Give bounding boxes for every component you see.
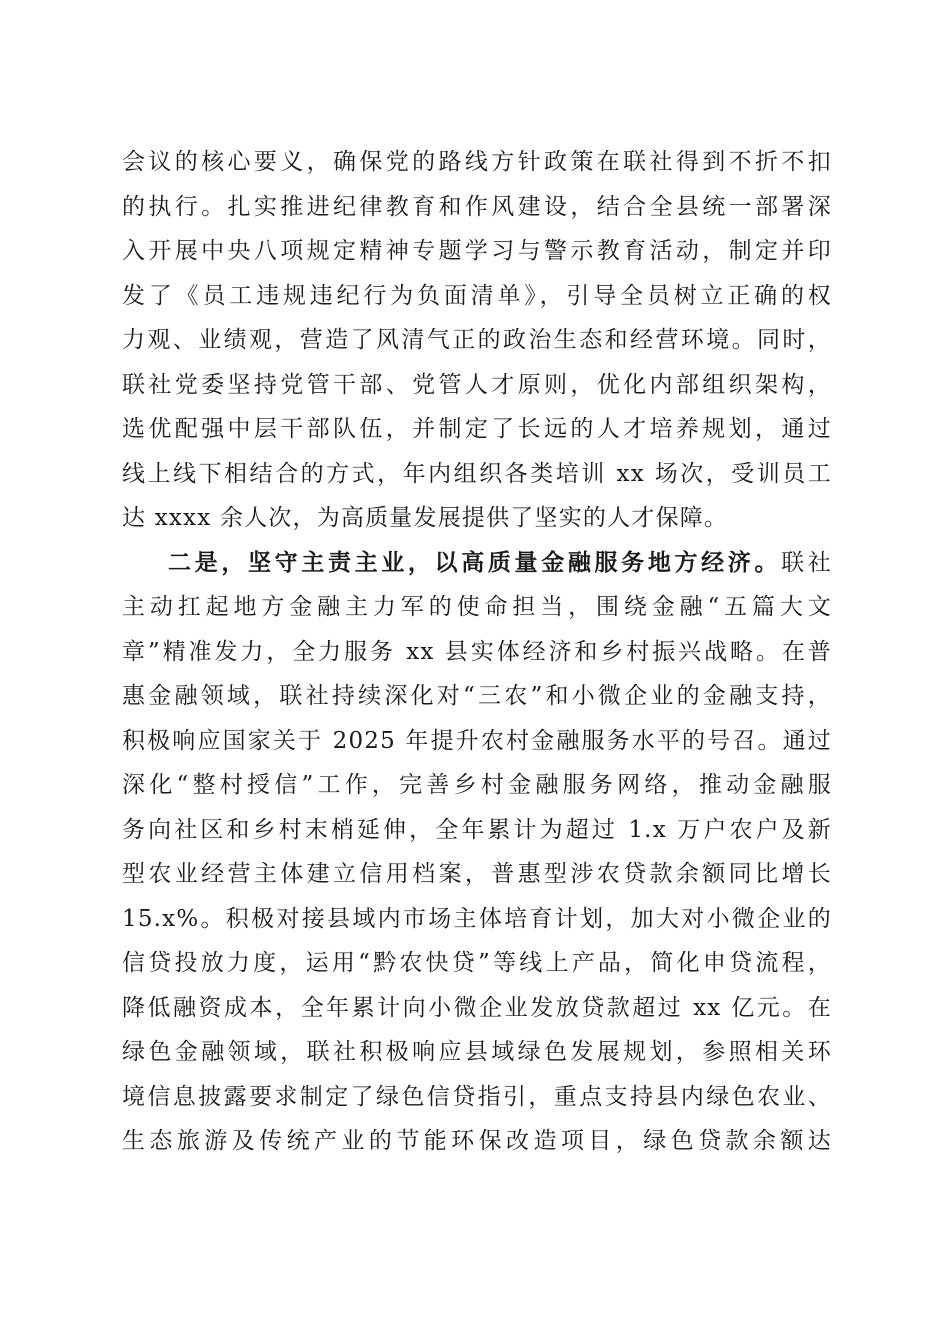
section-heading: 二是，坚守主责主业，以高质量金融服务地方经济。 <box>168 548 782 576</box>
paragraph-line: 生态旅游及传统产业的节能环保改造项目，绿色贷款余额达 <box>122 1128 832 1154</box>
paragraph-line: 降低融资成本，全年累计向小微企业发放贷款超过 xx 亿元。在 <box>122 994 832 1021</box>
paragraph-line: 力观、业绩观，营造了风清气正的政治生态和经营环境。同时， <box>122 327 832 353</box>
paragraph-line: 绿色金融领域，联社积极响应县域绿色发展规划，参照相关环 <box>122 1039 832 1065</box>
paragraph-first-line <box>122 541 832 586</box>
paragraph-line: 信贷投放力度，运用“黔农快贷”等线上产品，简化申贷流程， <box>122 950 832 976</box>
paragraph-line: 15.x%。积极对接县域内市场主体培育计划，加大对小微企业的 <box>122 905 832 932</box>
paragraph-line: 务向社区和乡村末梢延伸，全年累计为超过 1.x 万户农户及新 <box>122 816 832 843</box>
paragraph-line: 的执行。扎实推进纪律教育和作风建设，结合全县统一部署深 <box>122 193 832 220</box>
paragraph-line: 达 xxxx 余人次，为高质量发展提供了坚实的人才保障。 <box>122 505 729 531</box>
paragraph-line: 惠金融领域，联社持续深化对“三农”和小微企业的金融支持， <box>122 683 832 709</box>
paragraph-line: 积极响应国家关于 2025 年提升农村金融服务水平的号召。通过 <box>122 727 832 754</box>
paragraph-line: 深化“整村授信”工作，完善乡村金融服务网络，推动金融服 <box>122 772 832 798</box>
paragraph-line: 境信息披露要求制定了绿色信贷指引，重点支持县内绿色农业、 <box>122 1083 832 1110</box>
paragraph-line: 章”精准发力，全力服务 xx 县实体经济和乡村振兴战略。在普 <box>122 638 832 665</box>
paragraph-line: 发了《员工违规违纪行为负面清单》，引导全员树立正确的权 <box>122 282 832 309</box>
paragraph-line: 线上线下相结合的方式，年内组织各类培训 xx 场次，受训员工 <box>122 460 832 487</box>
paragraph-line: 会议的核心要义，确保党的路线方针政策在联社得到不折不扣 <box>122 149 832 175</box>
paragraph-line: 主动扛起地方金融主力军的使命担当，围绕金融“五篇大文 <box>122 594 832 620</box>
paragraph-line: 型农业经营主体建立信用档案，普惠型涉农贷款余额同比增长 <box>122 861 832 887</box>
paragraph-line: 联社党委坚持党管干部、党管人才原则，优化内部组织架构， <box>122 371 832 398</box>
paragraph-line: 选优配强中层干部队伍，并制定了长远的人才培养规划，通过 <box>122 416 832 442</box>
heading-continuation: 联社 <box>781 549 832 576</box>
document-body <box>122 140 832 1164</box>
paragraph-line: 入开展中央八项规定精神专题学习与警示教育活动，制定并印 <box>122 238 832 264</box>
